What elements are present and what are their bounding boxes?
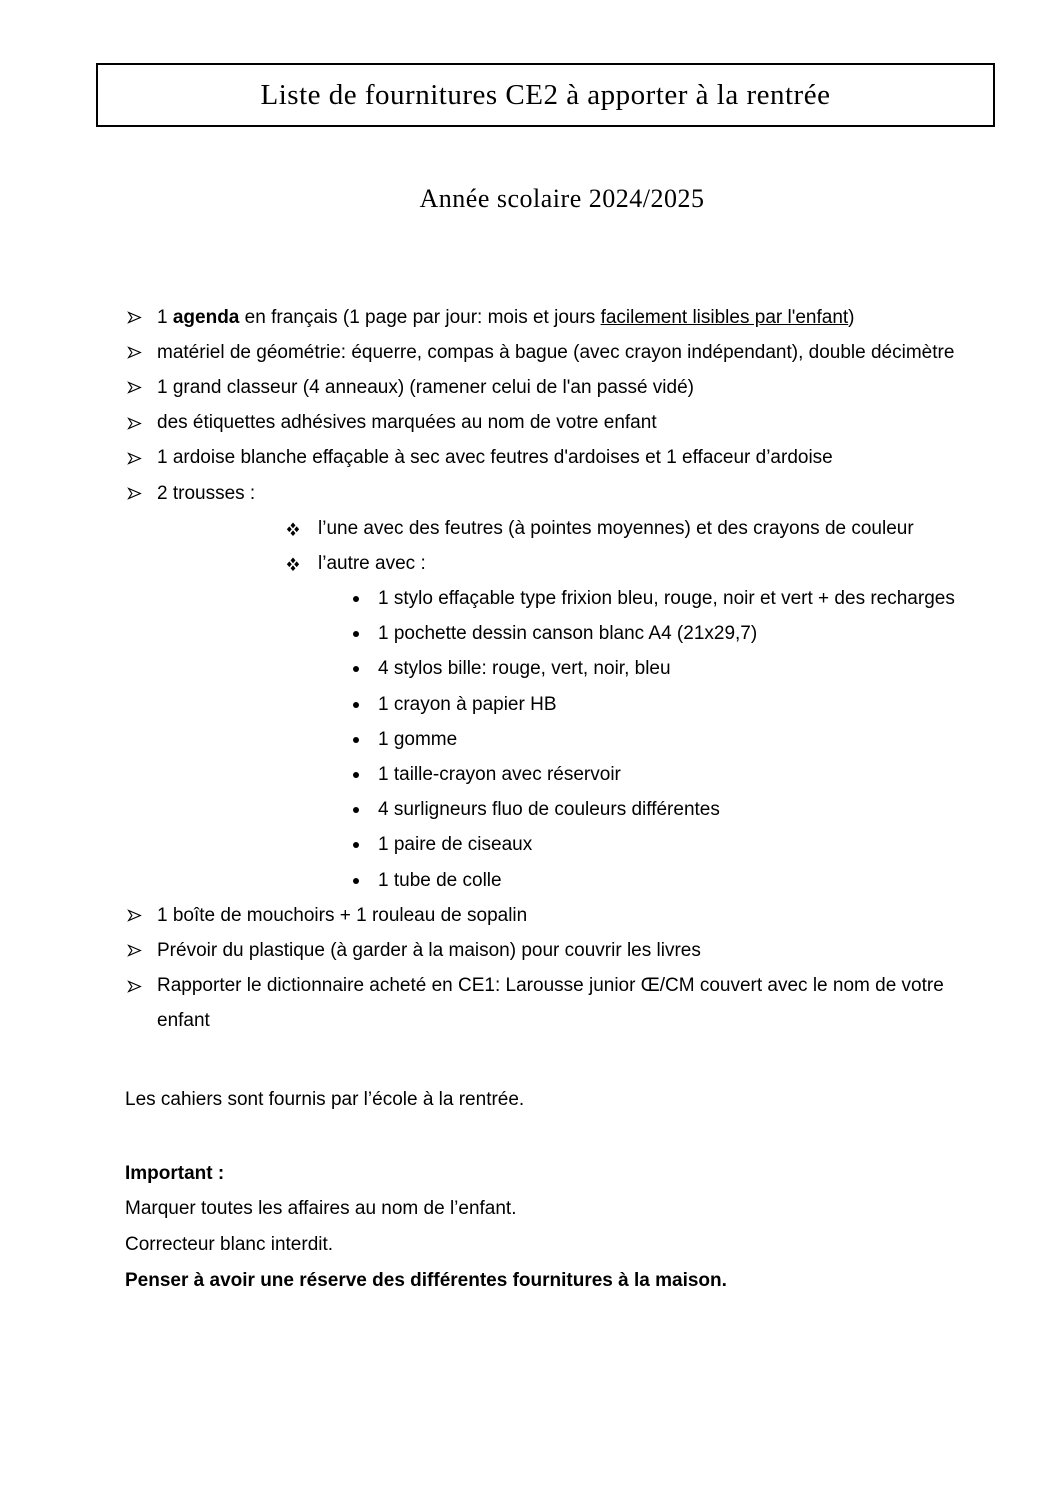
important-heading: Important : (125, 1162, 225, 1184)
arrow-bullet-icon (127, 487, 142, 500)
sub-list-item (0, 546, 1058, 581)
arrow-bullet-icon (127, 909, 142, 922)
list-item-continuation (0, 1004, 1058, 1039)
item-text-post: ) (848, 306, 855, 328)
dot-list-item-text: 1 stylo effaçable type frixion bleu, rouge, noir et vert + des recharges (378, 588, 955, 610)
dot-list-item-text: 1 taille-crayon avec réservoir (378, 764, 621, 786)
dot-list-item-text: 4 surligneurs fluo de couleurs différentes (378, 799, 720, 821)
list-item (0, 370, 1058, 405)
list-item (0, 476, 1058, 511)
dot-list-item-text: 1 pochette dessin canson blanc A4 (21x29,7) (378, 623, 758, 645)
arrow-bullet-icon (127, 381, 142, 394)
dot-bullet-icon (353, 631, 359, 637)
arrow-bullet-icon (127, 311, 142, 324)
dot-list-item-text: 1 paire de ciseaux (378, 834, 533, 856)
arrow-bullet-icon (127, 980, 142, 993)
item-text-underlined: facilement lisibles par l'enfant (600, 306, 849, 328)
arrow-bullet-icon (127, 417, 142, 430)
dot-list-item (0, 793, 1058, 828)
list-item-text: 1 ardoise blanche effaçable à sec avec feutres d'ardoises et 1 effaceur d’ardoise (157, 447, 833, 469)
list-item-text: 1 boîte de mouchoirs + 1 rouleau de sopalin (157, 904, 528, 926)
list-item-text: Prévoir du plastique (à garder à la maison) pour couvrir les livres (157, 939, 701, 961)
dot-bullet-icon (353, 702, 359, 708)
sub-list-item-text: l’une avec des feutres (à pointes moyennes) et des crayons de couleur (318, 517, 914, 539)
dot-list-item (0, 652, 1058, 687)
list-item-text (157, 307, 855, 329)
dot-list-item (0, 617, 1058, 652)
arrow-bullet-icon (127, 944, 142, 957)
list-item (0, 406, 1058, 441)
diamond-bullet-icon (286, 557, 300, 571)
list-item-text: 2 trousses : (157, 482, 256, 504)
dot-list-item (0, 722, 1058, 757)
arrow-bullet-icon (127, 452, 142, 465)
list-item-text: Rapporter le dictionnaire acheté en CE1: Larousse junior Œ/CM couvert avec le nom de votre (157, 975, 944, 997)
important-line-correcteur: Correcteur blanc interdit. (125, 1233, 334, 1255)
dot-bullet-icon (353, 878, 359, 884)
dot-list-item (0, 863, 1058, 898)
list-item (0, 969, 1058, 1004)
list-item (0, 933, 1058, 968)
list-item-text: des étiquettes adhésives marquées au nom de votre enfant (157, 412, 657, 434)
list-item (0, 898, 1058, 933)
item-text-bold: agenda (172, 306, 240, 328)
dot-bullet-icon (353, 737, 359, 743)
subtitle-school-year: Année scolaire 2024/2025 (419, 184, 705, 213)
dot-bullet-icon (353, 807, 359, 813)
item-text-pre: 1 (157, 306, 173, 328)
important-line-penser: Penser à avoir une réserve des différentes fournitures à la maison. (125, 1269, 727, 1291)
supplies-list (0, 300, 1058, 1039)
sub-list-item (0, 511, 1058, 546)
dot-bullet-icon (353, 842, 359, 848)
list-item (0, 335, 1058, 370)
dot-list-item-text: 1 crayon à papier HB (378, 693, 557, 715)
list-item-text: 1 grand classeur (4 anneaux) (ramener celui de l'an passé vidé) (157, 376, 694, 398)
important-section (125, 1156, 1005, 1298)
cahiers-note: Les cahiers sont fournis par l’école à la rentrée. (125, 1088, 525, 1110)
dot-list-item-text: 1 tube de colle (378, 869, 502, 891)
page-title: Liste de fournitures CE2 à apporter à la rentrée (260, 78, 831, 111)
dot-list-item (0, 757, 1058, 792)
dot-bullet-icon (353, 666, 359, 672)
list-item-text: matériel de géométrie: équerre, compas à bague (avec crayon indépendant), double décimètre (157, 341, 955, 363)
dot-list-item (0, 828, 1058, 863)
arrow-bullet-icon (127, 346, 142, 359)
dot-bullet-icon (353, 596, 359, 602)
dot-bullet-icon (353, 772, 359, 778)
list-item-text: enfant (157, 1010, 210, 1032)
diamond-bullet-icon (286, 522, 300, 536)
item-text-mid: en français (1 page par jour: mois et jours (239, 306, 601, 328)
title-box (96, 63, 995, 127)
important-line-marquer: Marquer toutes les affaires au nom de l’enfant. (125, 1198, 517, 1220)
dot-list-item (0, 687, 1058, 722)
list-item (0, 300, 1058, 335)
dot-list-item (0, 582, 1058, 617)
dot-list-item-text: 4 stylos bille: rouge, vert, noir, bleu (378, 658, 671, 680)
dot-list-item-text: 1 gomme (378, 728, 458, 750)
sub-list-item-text: l’autre avec : (318, 552, 426, 574)
list-item (0, 441, 1058, 476)
